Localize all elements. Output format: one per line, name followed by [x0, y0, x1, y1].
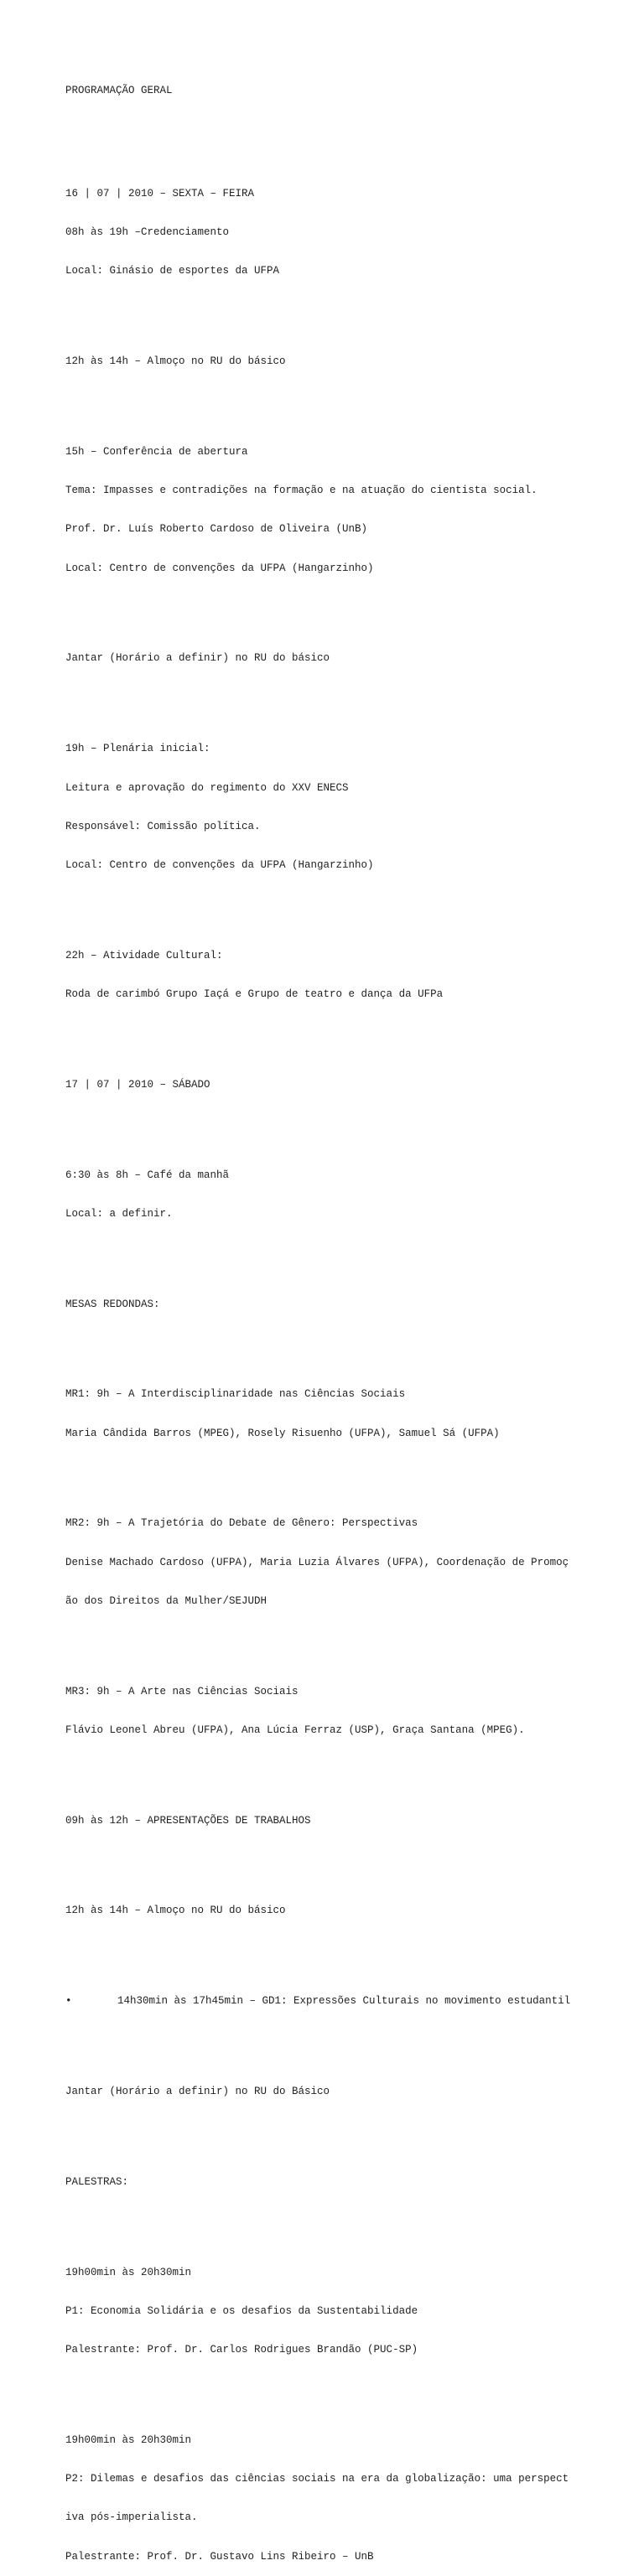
registration-time: 08h às 19h –Credenciamento: [65, 226, 230, 239]
spacer: [65, 692, 636, 704]
opening-theme: Tema: Impasses e contradições na formação e na atuação do cientista social.: [65, 485, 538, 497]
spacer: [65, 1853, 636, 1866]
spacer: [65, 1944, 636, 1957]
cultural-desc: Roda de carimbó Grupo Iaçá e Grupo de teatro e dança da UFPa: [65, 987, 444, 1000]
gd1-list-item: [65, 1995, 636, 2008]
plenary-responsible: Responsável: Comissão política.: [65, 820, 261, 832]
breakfast-local: Local: a definir.: [65, 1207, 173, 1220]
spacer: [65, 2034, 636, 2046]
spacer: [65, 601, 636, 614]
plenary-time: 19h – Plenária inicial:: [65, 743, 210, 755]
spacer: [65, 304, 636, 317]
p2-title-line1: P2: Dilemas e desafios das ciências sociais na era da globalização: uma perspect: [65, 2473, 569, 2485]
spacer: [65, 1466, 636, 1479]
day2-date: 17 | 07 | 2010 – SÁBADO: [65, 1078, 210, 1091]
spacer: [65, 1117, 636, 1130]
opening-local: Local: Centro de convenções da UFPA (Hangarzinho): [65, 562, 374, 574]
spacer: [65, 1337, 636, 1350]
spacer: [65, 898, 636, 910]
day1-lunch: 12h às 14h – Almoço no RU do básico: [65, 355, 286, 368]
p1-time: 19h00min às 20h30min: [65, 2266, 192, 2278]
spacer: [65, 2215, 636, 2227]
mr1-title: MR1: 9h – A Interdisciplinaridade nas Ciências Sociais: [65, 1388, 406, 1401]
spacer: [65, 1247, 636, 1259]
plenary-local: Local: Centro de convenções da UFPA (Hangarzinho): [65, 858, 374, 871]
opening-time: 15h – Conferência de abertura: [65, 446, 248, 459]
gd1-text: 14h30min às 17h45min – GD1: Expressões Culturais no movimento estudantil: [117, 1995, 571, 2008]
spacer: [65, 1027, 636, 1039]
spacer: [65, 394, 636, 407]
lectures-header: PALESTRAS:: [65, 2175, 129, 2188]
mr1-people: Maria Cândida Barros (MPEG), Rosely Risuenho (UFPA), Samuel Sá (UFPA): [65, 1427, 500, 1439]
round-tables-header: MESAS REDONDAS:: [65, 1298, 160, 1310]
mr2-people-line2: ão dos Direitos da Mulher/SEJUDH: [65, 1594, 267, 1607]
cultural-time: 22h – Atividade Cultural:: [65, 949, 223, 961]
document-page: [65, 59, 636, 2576]
spacer: [65, 2382, 636, 2395]
mr2-people-line1: Denise Machado Cardoso (UFPA), Maria Luzia Álvares (UFPA), Coordenação de Promoç: [65, 1556, 569, 1568]
day1-dinner: Jantar (Horário a definir) no RU do básico: [65, 652, 330, 665]
mr3-people: Flávio Leonel Abreu (UFPA), Ana Lúcia Ferraz (USP), Graça Santana (MPEG).: [65, 1723, 525, 1736]
day2-dinner: Jantar (Horário a definir) no RU do Básico: [65, 2086, 330, 2098]
spacer: [65, 123, 636, 149]
opening-speaker: Prof. Dr. Luís Roberto Cardoso de Oliveira (UnB): [65, 523, 368, 536]
spacer: [65, 1763, 636, 1775]
p2-time: 19h00min às 20h30min: [65, 2433, 192, 2446]
registration-local: Local: Ginásio de esportes da UFPA: [65, 265, 280, 277]
document-title: PROGRAMAÇÃO GERAL: [65, 84, 173, 96]
spacer: [65, 2124, 636, 2137]
p2-title-line2: iva pós-imperialista.: [65, 2511, 198, 2524]
day1-date: 16 | 07 | 2010 – SEXTA – FEIRA: [65, 188, 255, 200]
spacer: [65, 1634, 636, 1646]
p2-speaker: Palestrante: Prof. Dr. Gustavo Lins Ribeiro – UnB: [65, 2550, 374, 2563]
breakfast-time: 6:30 às 8h – Café da manhã: [65, 1169, 230, 1181]
mr3-title: MR3: 9h – A Arte nas Ciências Sociais: [65, 1685, 299, 1697]
plenary-desc: Leitura e aprovação do regimento do XXV ENECS: [65, 781, 349, 794]
bullet-icon: •: [65, 1995, 72, 2008]
p1-title: P1: Economia Solidária e os desafios da Sustentabilidade: [65, 2304, 418, 2317]
p1-speaker: Palestrante: Prof. Dr. Carlos Rodrigues Brandão (PUC-SP): [65, 2344, 418, 2356]
mr2-title: MR2: 9h – A Trajetória do Debate de Gênero: Perspectivas: [65, 1517, 418, 1530]
presentations: 09h às 12h – APRESENTAÇÕES DE TRABALHOS: [65, 1814, 311, 1827]
day2-lunch: 12h às 14h – Almoço no RU do básico: [65, 1905, 286, 1917]
